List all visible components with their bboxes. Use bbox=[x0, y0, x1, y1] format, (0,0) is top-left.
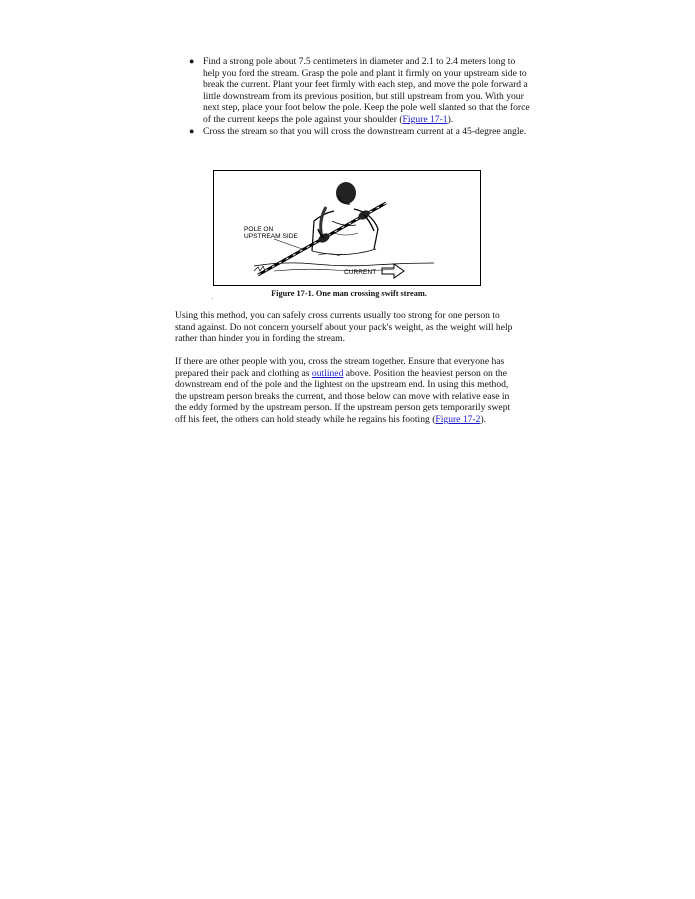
list-item bbox=[185, 56, 530, 126]
paragraph: Using this method, you can safely cross currents usually too strong for one person to stand against. Do not concern yourself about your pack's weight, as the weight will help rather than hinder you in fording the stream. bbox=[175, 310, 513, 345]
figure-17-2-link[interactable]: Figure 17-2 bbox=[435, 413, 481, 425]
current-arrow-icon bbox=[382, 264, 404, 278]
instruction-list bbox=[185, 56, 530, 137]
list-item-text: Cross the stream so that you will cross the downstream current at a 45-degree angle. bbox=[203, 125, 527, 137]
bullet-icon: ● bbox=[189, 56, 195, 66]
scan-speck bbox=[212, 298, 213, 299]
outlined-link[interactable]: outlined bbox=[311, 367, 344, 379]
list-item-text: Find a strong pole about 7.5 centimeters in diameter and 2.1 to 2.4 meters long to help you ford the stream. Grasp the pole and plant it firmly on your upstream side to break the current. Plant your feet firmly with each step, and move the pole forward a little downstream from its previous position, but still upstream from you. With your next step, place your foot below the pole. Keep the pole well slanted so that the force of the current keeps the pole against your shoulder ( bbox=[203, 56, 530, 125]
paragraph-text: If there are other people with you, cross the stream together. Ensure that everyone has prepared their pack and clothing as bbox=[175, 356, 505, 379]
figure-caption: Figure 17-1. One man crossing swift stream. bbox=[271, 289, 427, 298]
figure-17-1-link[interactable]: Figure 17-1 bbox=[402, 113, 448, 125]
paragraph bbox=[175, 356, 515, 426]
man-crossing-stream-drawing bbox=[214, 171, 480, 285]
list-item bbox=[185, 126, 530, 138]
bullet-icon: ● bbox=[189, 125, 195, 136]
pole-label-line2: UPSTREAM SIDE bbox=[244, 233, 298, 240]
current-label: CURRENT bbox=[344, 269, 377, 276]
paragraph-text-end: ). bbox=[480, 413, 487, 425]
pole-label-line1: POLE ON bbox=[244, 226, 274, 233]
paragraph-text: above. Position the heaviest person on the downstream end of the pole and the lightest on the upstream end. In using this method, the upstream person breaks the current, and those below can move with relative ease in the eddy formed by the upstream person. If the upstream person gets temporarily swept off his feet, the others can hold steady while he regains his footing ( bbox=[175, 367, 511, 425]
figure-illustration bbox=[213, 170, 481, 286]
list-item-text-end: ). bbox=[447, 113, 454, 125]
